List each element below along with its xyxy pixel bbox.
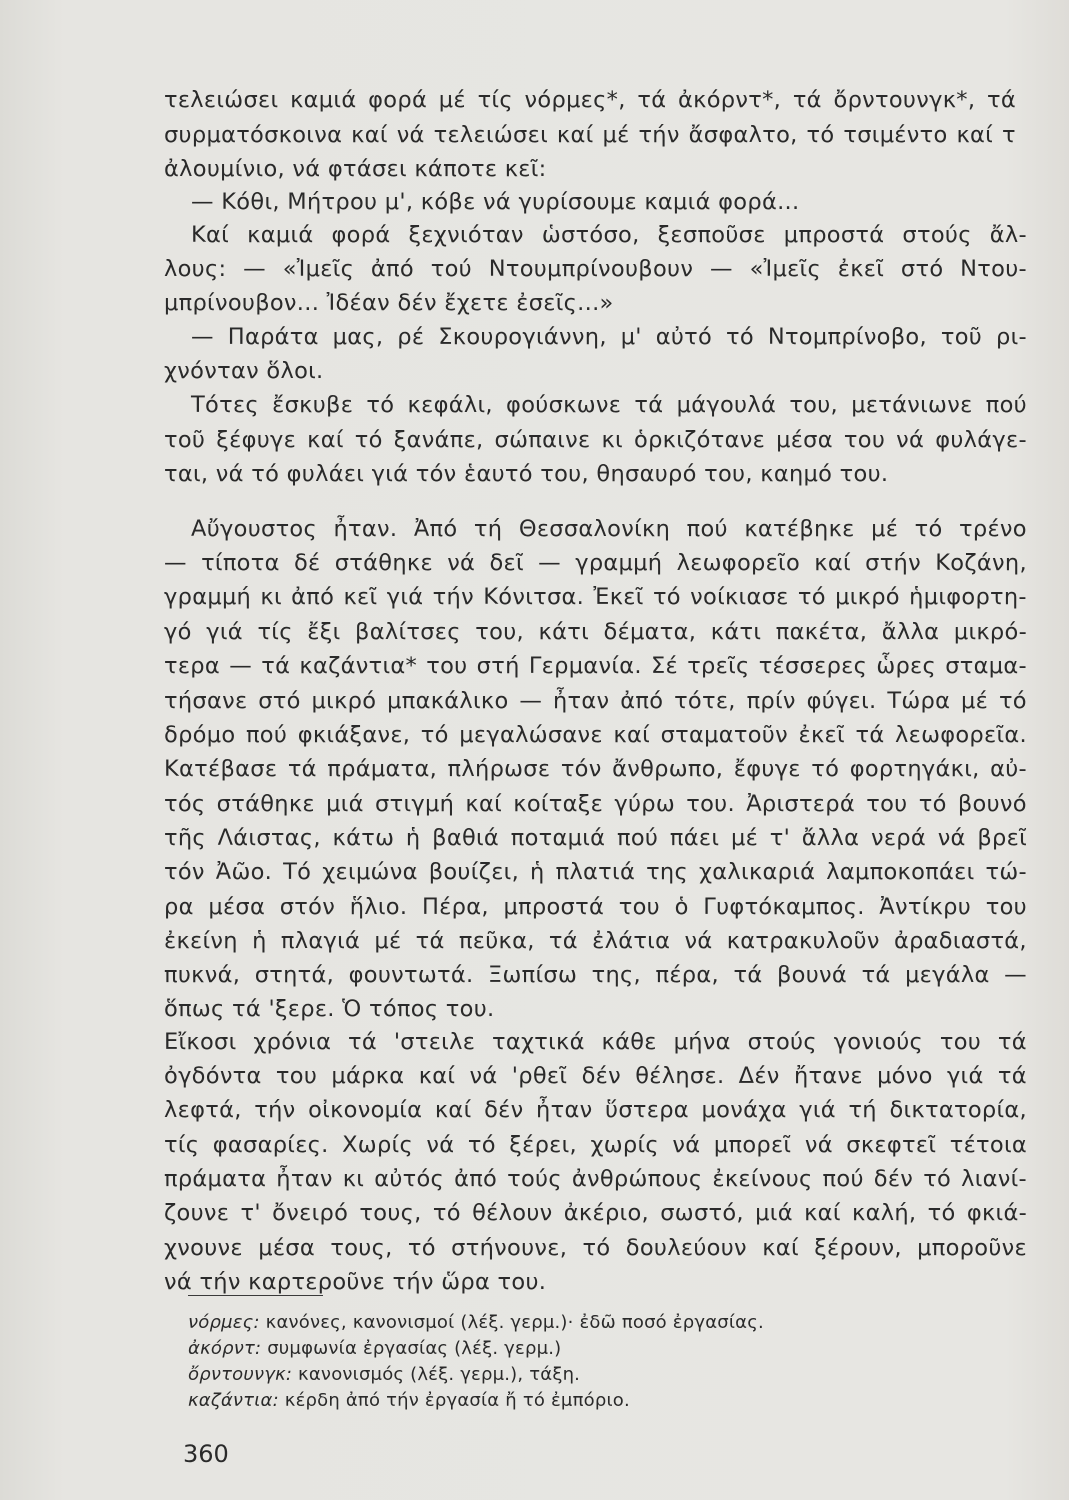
text-line: Εἴκοσι χρόνια τά 'στειλε ταχτικά κάθε μήνα στούς γονιούς του τά xyxy=(164,1029,1027,1055)
text-line: — Κόθι, Μήτρου μ', κόβε νά γυρίσουμε καμιά φορά... xyxy=(191,189,800,215)
text-line: Τότες ἔσκυβε τό κεφάλι, φούσκωνε τά μάγουλά του, μετάνιωνε πού xyxy=(191,392,1027,418)
footnote-text: κανονισμός (λέξ. γερμ.), τάξη. xyxy=(292,1364,581,1385)
text-line: τοῦ ξέφυγε καί τό ξανάπε, σώπαινε κι ὁρκιζότανε μέσα του νά φυλάγε- xyxy=(164,427,1027,453)
footnote-divider xyxy=(188,1295,323,1296)
text-line: τήσανε στό μικρό μπακάλικο — ἦταν ἀπό τότε, πρίν φύγει. Τώρα μέ τό xyxy=(164,688,1027,714)
footnote xyxy=(188,1390,630,1412)
text-line: χνουνε μέσα τους, τό στήνουνε, τό δουλεύουν καί ξέρουν, μποροῦνε xyxy=(164,1235,1027,1261)
footnote xyxy=(188,1364,580,1386)
text-line: ἀλουμίνιο, νά φτάσει κάποτε κεῖ: xyxy=(164,156,547,182)
text-line: γό γιά τίς ἔξι βαλίτσες του, κάτι δέματα, κάτι πακέτα, ἄλλα μικρό- xyxy=(164,619,1027,645)
text-line: τερα — τά καζάντια* του στή Γερμανία. Σέ τρεῖς τέσσερες ὧρες σταμα- xyxy=(164,653,1027,679)
text-line: λεφτά, τήν οἰκονομία καί δέν ἦταν ὕστερα μονάχα γιά τή δικτατορία, xyxy=(164,1097,1027,1123)
text-line: Αὔγουστος ἦταν. Ἀπό τή Θεσσαλονίκη πού κατέβηκε μέ τό τρένο xyxy=(191,516,1027,542)
text-line: Καί καμιά φορά ξεχνιόταν ὡστόσο, ξεσποῦσε μπροστά στούς ἄλ- xyxy=(191,222,1027,248)
text-line: ἐκείνη ἡ πλαγιά μέ τά πεῦκα, τά ἐλάτια νά κατρακυλοῦν ἀραδιαστά, xyxy=(164,928,1027,954)
text-line: τόν Ἀῶο. Τό χειμώνα βουίζει, ἡ πλατιά της χαλικαριά λαμποκοπάει τώ- xyxy=(164,859,1027,885)
text-line: δρόμο πού φκιάξανε, τό μεγαλώσανε καί σταματοῦν ἐκεῖ τά λεωφορεῖα. xyxy=(164,722,1027,748)
text-line: μπρίνουβον... Ἰδέαν δέν ἔχετε ἐσεῖς...» xyxy=(164,290,614,316)
text-line: ὀγδόντα του μάρκα καί νά 'ρθεῖ δέν θέλησε. Δέν ἤτανε μόνο γιά τά xyxy=(164,1063,1027,1089)
text-line: ται, νά τό φυλάει γιά τόν ἑαυτό του, θησαυρό του, καημό του. xyxy=(164,461,889,487)
text-line: νά τήν καρτεροῦνε τήν ὥρα του. xyxy=(164,1269,547,1295)
text-line: τελειώσει καμιά φορά μέ τίς νόρμες*, τά ἀκόρντ*, τά ὄρντουνγκ*, τά xyxy=(164,87,1016,113)
footnote-text: κανόνες, κανονισμοί (λέξ. γερμ.)· ἐδῶ ποσό ἐργασίας. xyxy=(259,1312,764,1333)
footnote-term: ὄρντουνγκ: xyxy=(188,1364,293,1385)
text-line: συρματόσκοινα καί νά τελειώσει καί μέ τήν ἄσφαλτο, τό τσιμέντο καί τ xyxy=(164,122,1016,148)
text-line: τῆς Λάιστας, κάτω ἡ βαθιά ποταμιά πού πάει μέ τ' ἄλλα νερά νά βρεῖ xyxy=(164,825,1027,851)
footnote-term: ἀκόρντ: xyxy=(188,1338,262,1359)
text-line: ζουνε τ' ὄνειρό τους, τό θέλουν ἀκέριο, σωστό, μιά καί καλή, τό φκιά- xyxy=(164,1200,1027,1226)
text-line: πυκνά, στητά, φουντωτά. Ξωπίσω της, πέρα, τά βουνά τά μεγάλα — xyxy=(164,962,1027,988)
footnote-text: κέρδη ἀπό τήν ἐργασία ἤ τό ἐμπόριο. xyxy=(278,1390,630,1411)
text-line: γραμμή κι ἀπό κεῖ γιά τήν Κόνιτσα. Ἐκεῖ τό νοίκιασε τό μικρό ἡμιφορτη- xyxy=(164,584,1027,610)
footnote-term: νόρμες: xyxy=(188,1312,260,1333)
text-line: χνόνταν ὅλοι. xyxy=(164,358,324,384)
footnote xyxy=(188,1312,764,1334)
text-line: τίς φασαρίες. Χωρίς νά τό ξέρει, χωρίς νά μπορεῖ νά σκεφτεῖ τέτοια xyxy=(164,1132,1027,1158)
text-line: — τίποτα δέ στάθηκε νά δεῖ — γραμμή λεωφορεῖο καί στήν Κοζάνη, xyxy=(164,550,1027,576)
footnote xyxy=(188,1338,561,1360)
text-line: τός στάθηκε μιά στιγμή καί κοίταξε γύρω του. Ἀριστερά του τό βουνό xyxy=(164,791,1027,817)
text-line: πράματα ἦταν κι αὐτός ἀπό τούς ἀνθρώπους ἐκείνους πού δέν τό λιανί- xyxy=(164,1166,1027,1192)
page-number: 360 xyxy=(183,1440,229,1468)
text-line: ρα μέσα στόν ἥλιο. Πέρα, μπροστά του ὁ Γυφτόκαμπος. Ἀντίκρυ του xyxy=(164,894,1027,920)
text-line: Κατέβασε τά πράματα, πλήρωσε τόν ἄνθρωπο, ἔφυγε τό φορτηγάκι, αὐ- xyxy=(164,756,1027,782)
text-line: λους: — «Ἰμεῖς ἀπό τού Ντουμπρίνουβουν — «Ἰμεῖς ἐκεῖ στό Ντου- xyxy=(164,256,1027,282)
text-line: — Παράτα μας, ρέ Σκουρογιάννη, μ' αὐτό τό Ντομπρίνοβο, τοῦ ρι- xyxy=(191,324,1027,350)
footnote-term: καζάντια: xyxy=(188,1390,279,1411)
footnote-text: συμφωνία ἐργασίας (λέξ. γερμ.) xyxy=(261,1338,562,1359)
text-line: ὅπως τά 'ξερε. Ὁ τόπος του. xyxy=(164,996,495,1022)
